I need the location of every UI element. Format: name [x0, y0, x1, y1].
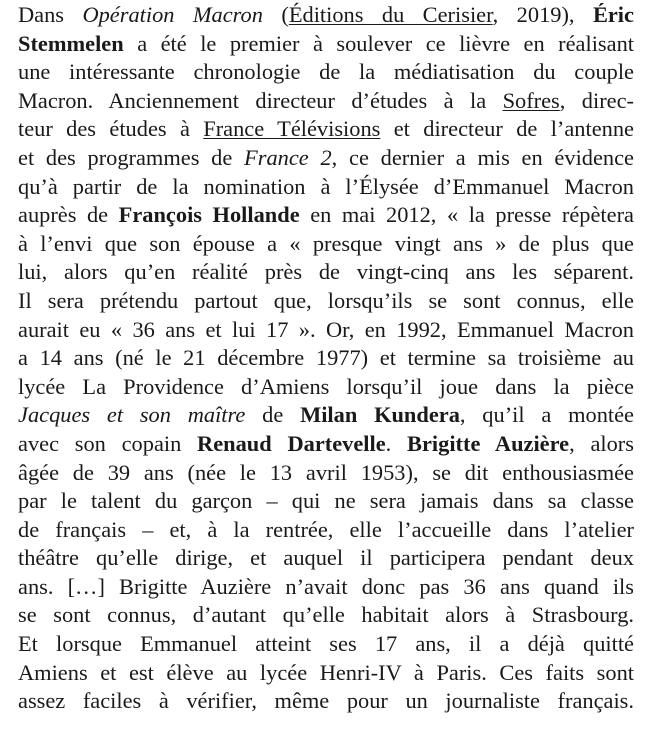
text-line-17: âgée de 39 ans (née le 13 avril 1953), se dit enthousiasmée [18, 459, 634, 485]
text-span: en mai 2012, « la presse répètera [299, 202, 634, 228]
text-line-11: Il sera prétendu partout que, lorsqu’ils se sont connus, elle [18, 287, 634, 313]
text-span: et des programmes de [18, 144, 245, 170]
text-line-24: Amiens et est élève au lycée Henri-IV à Paris. Ces faits sont [18, 659, 634, 685]
text-line-8 [18, 201, 634, 230]
sofres-link[interactable]: Sofres [502, 87, 560, 113]
channel-name: France 2 [244, 144, 332, 170]
publisher-link[interactable]: Éditions du Cerisier [288, 2, 493, 27]
text-span: de [245, 402, 301, 428]
text-line-20: théâtre qu’elle dirige, et auquel il participera pendant deux [18, 545, 634, 571]
text-span: a été le premier à soulever ce lièvre en réalisant [123, 30, 634, 56]
text-line-19: de français – et, à la rentrée, elle l’accueille dans l’atelier [18, 516, 634, 542]
text-span: ( [262, 2, 289, 27]
text-line-15 [18, 401, 634, 430]
text-span: , 2019), [492, 2, 593, 27]
text-line-22: se sont connus, d’autant qu’elle habitait alors à Strasbourg. [18, 602, 634, 628]
text-line-18: par le talent du garçon – qui ne sera jamais dans sa classe [18, 488, 634, 514]
text-span: , qu’il a montée [459, 402, 634, 428]
play-title: Jacques et son maître [18, 402, 246, 428]
text-span: avec son copain [18, 430, 198, 456]
person-name: Brigitte Auzière [407, 430, 570, 456]
text-span: . [385, 430, 408, 456]
text-line-9: à l’envi que son épouse a « presque vingt ans » de plus que [18, 230, 634, 256]
author-name: Stemmelen [18, 30, 124, 56]
text-line-13: a 14 ans (né le 21 décembre 1977) et termine sa troisième au [18, 345, 634, 371]
france-televisions-link[interactable]: France Télévisions [203, 116, 381, 142]
book-title: Opération Macron [82, 2, 263, 27]
text-line-6 [18, 144, 634, 173]
text-span: Dans [18, 2, 83, 27]
person-name: Renaud Dartevelle [197, 430, 386, 456]
text-line-5 [18, 115, 634, 144]
text-line-7: qu’à partir de la nomination à l’Élysée d’Emmanuel Macron [18, 173, 634, 199]
text-line-16 [18, 430, 634, 459]
text-line-1 [18, 1, 634, 30]
text-span: Macron. Anciennement directeur d’études à la [18, 87, 503, 113]
document-page [0, 1, 650, 743]
text-line-14: lycée La Providence d’Amiens lorsqu’il joue dans la pièce [18, 373, 634, 399]
text-line-12: aurait eu « 36 ans et lui 17 ». Or, en 1992, Emmanuel Macron [18, 316, 634, 342]
text-line-2 [18, 30, 634, 59]
text-line-23: Et lorsque Emmanuel atteint ses 17 ans, il a déjà quitté [18, 631, 634, 657]
text-line-10: lui, alors qu’en réalité près de vingt-cinq ans les séparent. [18, 259, 634, 285]
text-span: teur des études à [18, 116, 204, 142]
text-span: , alors [569, 430, 634, 456]
text-line-25: assez faciles à vérifier, même pour un journaliste français. [18, 688, 634, 714]
text-span: auprès de [18, 202, 119, 228]
text-span: , direc- [559, 87, 634, 113]
person-name: François Hollande [118, 202, 300, 228]
author-name: Éric [592, 2, 634, 27]
text-span: , ce dernier a mis en évidence [331, 144, 634, 170]
text-span: et directeur de l’antenne [380, 116, 634, 142]
text-line-4 [18, 87, 634, 116]
person-name: Milan Kundera [300, 402, 460, 428]
text-line-21: ans. […] Brigitte Auzière n’avait donc pas 36 ans quand ils [18, 573, 634, 599]
text-line-3: une intéressante chronologie de la médiatisation du couple [18, 59, 634, 85]
